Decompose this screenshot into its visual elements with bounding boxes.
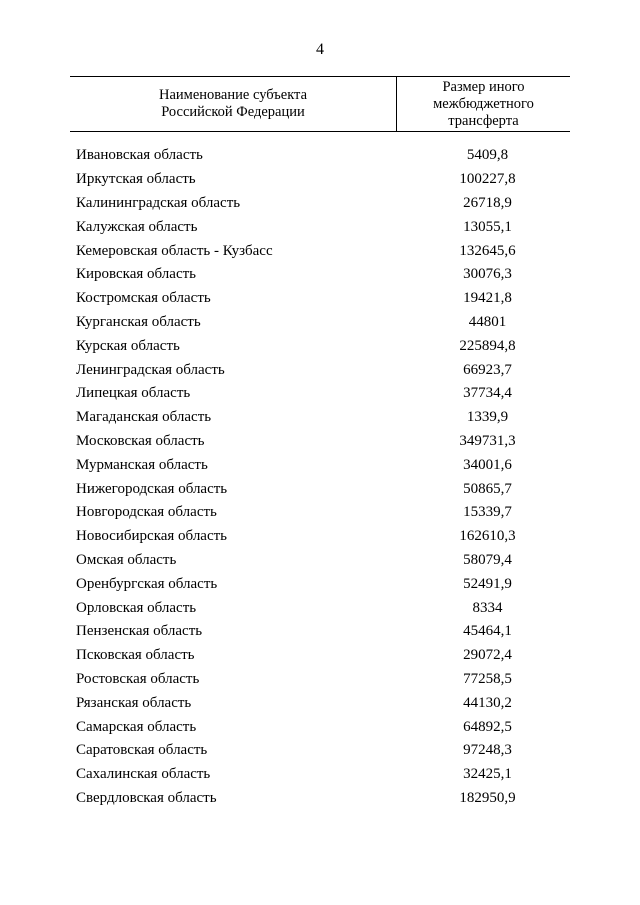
row-transfer-amount: 37734,4 — [463, 385, 512, 402]
row-subject-name: Свердловская область — [76, 789, 217, 806]
row-subject-name: Калужская область — [76, 218, 198, 235]
row-transfer-amount: 5409,8 — [466, 147, 509, 164]
row-transfer-amount: 162610,3 — [459, 528, 516, 545]
table-row — [76, 739, 570, 763]
row-subject-name: Мурманская область — [76, 456, 208, 473]
table-row — [76, 144, 570, 168]
table-row — [76, 430, 570, 454]
row-transfer-amount: 34001,6 — [463, 456, 512, 473]
table-row — [76, 239, 570, 263]
row-subject-name: Костромская область — [76, 290, 211, 307]
table-row — [76, 406, 570, 430]
page-number: 4 — [316, 41, 324, 58]
row-transfer-amount: 66923,7 — [463, 361, 512, 378]
row-subject-name: Оренбургская область — [76, 575, 218, 592]
row-transfer-amount: 32425,1 — [463, 766, 512, 783]
row-subject-name: Новгородская область — [76, 504, 217, 521]
table-row — [76, 644, 570, 668]
row-subject-name: Иркутская область — [76, 171, 196, 188]
table-row — [76, 501, 570, 525]
table-row — [76, 168, 570, 192]
row-transfer-amount: 100227,8 — [459, 171, 516, 188]
table-row — [76, 334, 570, 358]
row-transfer-amount: 52491,9 — [463, 575, 512, 592]
table-row — [76, 691, 570, 715]
row-transfer-amount: 29072,4 — [463, 647, 512, 664]
row-subject-name: Курганская область — [76, 313, 201, 330]
table-row — [76, 572, 570, 596]
row-subject-name: Ростовская область — [76, 670, 200, 687]
row-subject-name: Нижегородская область — [76, 480, 228, 497]
table-row — [76, 549, 570, 573]
row-transfer-amount: 13055,1 — [463, 218, 512, 235]
row-transfer-amount: 58079,4 — [463, 551, 512, 568]
row-subject-name: Новосибирская область — [76, 528, 228, 545]
row-transfer-amount: 132645,6 — [459, 242, 516, 259]
row-subject-name: Пензенская область — [76, 623, 203, 640]
table-row — [76, 453, 570, 477]
header-transfer-amount: Размер иного межбюджетного трансферта — [433, 78, 534, 129]
row-transfer-amount: 44801 — [468, 313, 507, 330]
table-row — [76, 715, 570, 739]
table-row — [76, 668, 570, 692]
table-row — [76, 192, 570, 216]
table-row — [76, 525, 570, 549]
row-transfer-amount: 26718,9 — [463, 194, 512, 211]
row-subject-name: Кировская область — [76, 266, 197, 283]
row-subject-name: Липецкая область — [76, 385, 191, 402]
table-header — [70, 76, 570, 132]
table-row — [76, 763, 570, 787]
header-subject-name: Наименование субъекта Российской Федерации — [158, 87, 308, 120]
row-subject-name: Саратовская область — [76, 742, 208, 759]
table-row — [76, 382, 570, 406]
row-subject-name: Магаданская область — [76, 409, 212, 426]
row-transfer-amount: 225894,8 — [459, 337, 516, 354]
table-row — [76, 287, 570, 311]
row-subject-name: Ленинградская область — [76, 361, 225, 378]
row-transfer-amount: 1339,9 — [466, 409, 509, 426]
row-subject-name: Сахалинская область — [76, 766, 211, 783]
row-transfer-amount: 15339,7 — [463, 504, 512, 521]
table-row — [76, 311, 570, 335]
row-subject-name: Орловская область — [76, 599, 197, 616]
row-transfer-amount: 182950,9 — [459, 789, 516, 806]
row-transfer-amount: 44130,2 — [463, 694, 512, 711]
row-transfer-amount: 19421,8 — [463, 290, 512, 307]
table-row — [76, 477, 570, 501]
table-row — [76, 215, 570, 239]
row-transfer-amount: 97248,3 — [463, 742, 512, 759]
row-subject-name: Ивановская область — [76, 147, 203, 164]
row-subject-name: Московская область — [76, 432, 205, 449]
row-transfer-amount: 45464,1 — [463, 623, 512, 640]
row-transfer-amount: 8334 — [472, 599, 503, 616]
table-body — [76, 144, 570, 810]
row-subject-name: Рязанская область — [76, 694, 192, 711]
row-subject-name: Курская область — [76, 337, 180, 354]
table-row — [76, 596, 570, 620]
table-row — [76, 787, 570, 811]
row-subject-name: Псковская область — [76, 647, 195, 664]
row-transfer-amount: 50865,7 — [463, 480, 512, 497]
row-transfer-amount: 30076,3 — [463, 266, 512, 283]
table-row — [76, 263, 570, 287]
row-transfer-amount: 64892,5 — [463, 718, 512, 735]
row-subject-name: Кемеровская область - Кузбасс — [76, 242, 273, 259]
table-row — [76, 358, 570, 382]
row-transfer-amount: 349731,3 — [459, 432, 516, 449]
row-subject-name: Омская область — [76, 551, 177, 568]
table-row — [76, 620, 570, 644]
row-subject-name: Самарская область — [76, 718, 197, 735]
row-subject-name: Калининградская область — [76, 194, 241, 211]
row-transfer-amount: 77258,5 — [463, 670, 512, 687]
